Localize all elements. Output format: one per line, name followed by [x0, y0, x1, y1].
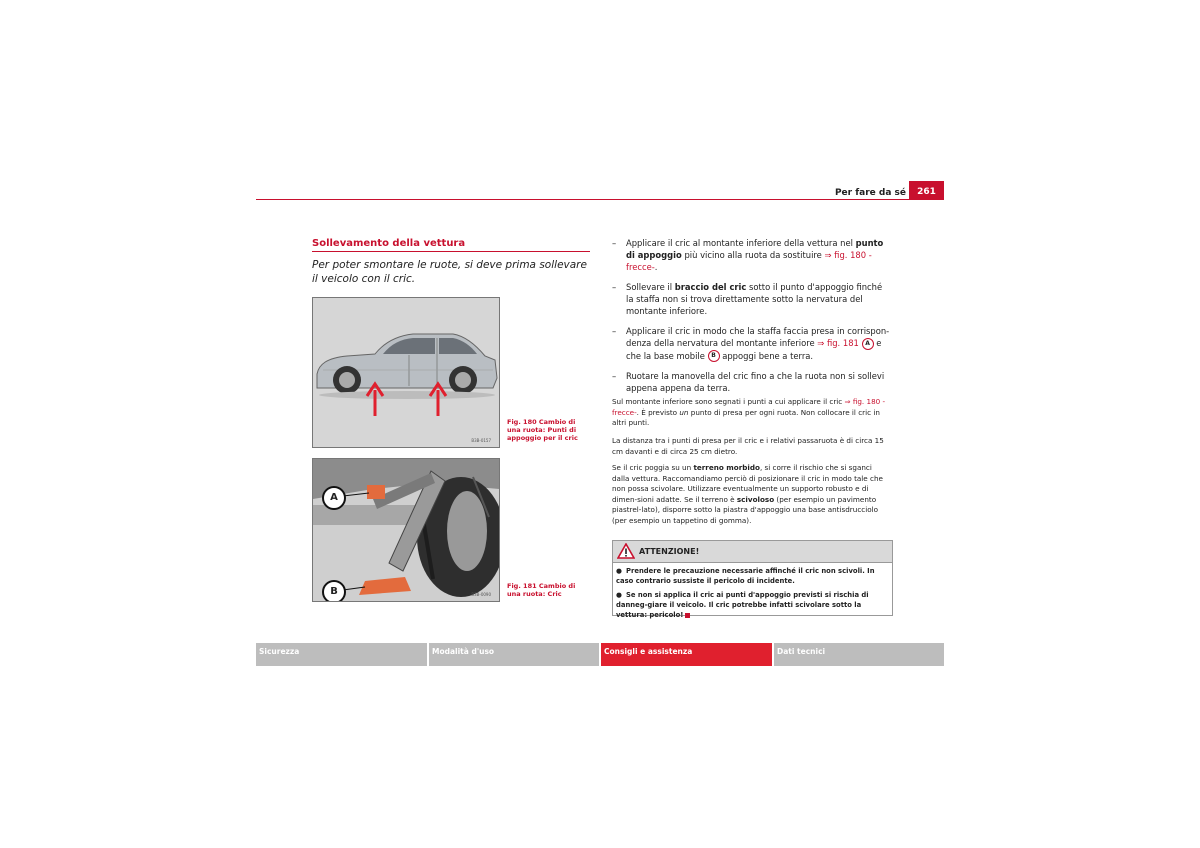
- figure-180-car-side: [312, 297, 500, 448]
- list-item: – Ruotare la manovella del cric fino a che la ruota non si sollevi appena appena da terra.: [612, 371, 885, 393]
- paragraph-jack-points: Sul montante inferiore sono segnati i punti a cui applicare il cric ⇒ fig. 180 -frecce-. È previsto un punto di presa per ogni ruota. Non collocare il cric in altri punti.: [612, 397, 886, 428]
- figure-181-jack: [312, 458, 500, 602]
- list-item: – Sollevare il braccio del cric sotto il punto d'appoggio finché la staffa non si trova direttamente sotto la nervatura del montante inferiore.: [612, 282, 883, 316]
- figure-181-caption: Fig. 181 Cambio di una ruota: Cric: [507, 582, 576, 598]
- warning-title: ATTENZIONE!: [639, 547, 700, 556]
- footer-tab-dati-tecnici[interactable]: Dati tecnici: [774, 643, 944, 666]
- figure-code: B3B-0157: [471, 438, 491, 443]
- warning-item: ● Se non si applica il cric ai punti d'appoggio previsti si rischia di danneg-giare il veicolo. Il cric potrebbe infatti scivolare sotto la vettura: pericolo!: [616, 591, 869, 619]
- figure-code: B3B-0090: [471, 592, 491, 597]
- figure-reference-link[interactable]: ⇒ fig. 180 -frecce-: [626, 250, 872, 272]
- section-rule: [312, 251, 590, 252]
- instruction-steps: [612, 237, 890, 402]
- figure-reference-link[interactable]: ⇒ fig. 180 -frecce-: [612, 397, 886, 417]
- running-header-title: Per fare da sé: [834, 188, 906, 198]
- jack-illustration: [313, 459, 499, 601]
- label-a-callout: A: [322, 486, 346, 510]
- list-item: – Applicare il cric al montante inferiore della vettura nel punto di appoggio più vicino alla ruota da sostituire ⇒ fig. 180 -frecce-.: [612, 238, 884, 272]
- figure-180-caption: Fig. 180 Cambio di una ruota: Punti di appoggio per il cric: [507, 418, 578, 442]
- figure-reference-link[interactable]: ⇒ fig. 181: [817, 338, 859, 348]
- end-of-section-marker: [685, 613, 690, 618]
- footer-tab-modalita-duso[interactable]: Modalità d'uso: [429, 643, 599, 666]
- page-number: 261: [909, 181, 944, 200]
- warning-box: [612, 540, 893, 619]
- paragraph-terrain: Se il cric poggia su un terreno morbido, si corre il rischio che si sganci dalla vettura. Raccomandiamo perciò di posizionare il cric in modo tale che non possa scivolare. Utilizzare eventualmente un supporto robusto e di dimen-sioni adatte. Se il terreno è scivoloso (per esempio un pavimento piastrel-lato), disporre sotto la piastra d'appoggio una base antisdrucciolo (per esempio un tappetino di gomma).: [612, 463, 883, 525]
- warning-triangle-icon: [617, 543, 635, 559]
- section-title: Sollevamento della vettura: [312, 238, 466, 249]
- footer-tab-consigli-e-assistenza[interactable]: Consigli e assistenza: [601, 643, 772, 666]
- warning-header: [613, 541, 892, 563]
- section-intro: Per poter smontare le ruote, si deve prima sollevare il veicolo con il cric.: [312, 259, 587, 285]
- warning-item: ● Prendere le precauzione necessarie affinché il cric non scivoli. In caso contrario sussiste il pericolo di incidente.: [616, 567, 875, 585]
- car-side-illustration: [313, 298, 499, 447]
- label-a-marker: A: [862, 338, 874, 350]
- label-b-callout: B: [322, 580, 346, 602]
- label-b-marker: B: [708, 350, 720, 362]
- footer-tab-sicurezza[interactable]: Sicurezza: [256, 643, 427, 666]
- list-item: – Applicare il cric in modo che la staffa faccia presa in corrispon-denza della nervatura del montante inferiore ⇒ fig. 181 A e che la base mobile B appoggi bene a terra.: [612, 326, 890, 361]
- header-rule: [256, 199, 944, 200]
- paragraph-distance: La distanza tra i punti di presa per il cric e i relativi passaruota è di circa 15 cm davanti e di circa 25 cm dietro.: [612, 436, 884, 456]
